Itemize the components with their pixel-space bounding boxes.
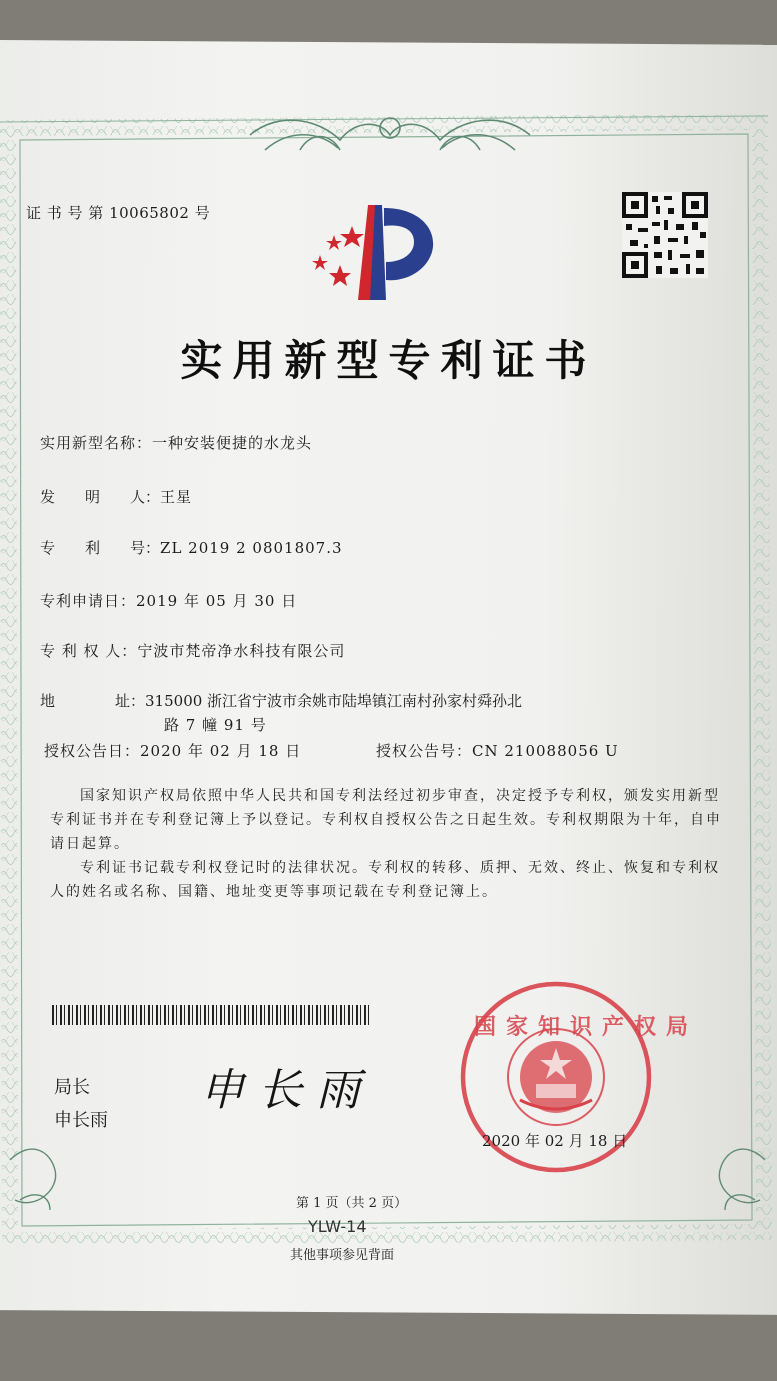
patent-number-row <box>40 537 343 558</box>
certificate-paper <box>0 40 777 1315</box>
inventor-label: 发 明 人： <box>40 488 161 506</box>
apply-date-row <box>40 590 297 611</box>
address-line-1: 315000 浙江省宁波市余姚市陆埠镇江南村孙家村舜孙北 <box>145 692 523 710</box>
grant-date-row <box>44 740 301 761</box>
address-line-2: 路 7 幢 91 号 <box>164 716 267 734</box>
grant-number-value: CN 210088056 U <box>472 742 619 760</box>
page-number: 第 1 页（共 2 页） <box>296 1196 408 1211</box>
holder-row <box>40 640 345 661</box>
paragraph-1: 国家知识产权局依照中华人民共和国专利法经过初步审查，决定授予专利权，颁发实用新型专利证书并在专利登记簿上予以登记。专利权自授权公告之日起生效。专利权期限为十年，自申请日起算。 <box>50 788 722 852</box>
handwritten-signature: 申长雨 <box>200 1065 374 1116</box>
patent-number-label: 专 利 号： <box>40 539 161 557</box>
signature-name: 申长雨 <box>54 1110 108 1131</box>
apply-date-label: 专利申请日： <box>40 592 137 610</box>
address-label: 地 址： <box>40 692 146 710</box>
address-row <box>40 690 522 711</box>
footer-note: 其他事项参见背面 <box>290 1248 395 1263</box>
paragraph-2: 专利证书记载专利权登记时的法律状况。专利权的转移、质押、无效、终止、恢复和专利权人的姓名或名称、国籍、地址变更等事项记载在专利登记簿上。 <box>50 860 720 900</box>
grant-date-value: 2020 年 02 月 18 日 <box>140 742 302 760</box>
name-label: 实用新型名称： <box>40 434 153 452</box>
name-value: 一种安装便捷的水龙头 <box>152 434 313 452</box>
page-title: 实用新型专利证书 <box>180 336 597 385</box>
grant-number-label: 授权公告号： <box>376 742 473 760</box>
patent-number-value: ZL 2019 2 0801807.3 <box>160 539 343 557</box>
inventor-row <box>40 486 192 507</box>
grant-date-label: 授权公告日： <box>44 742 141 760</box>
holder-value: 宁波市梵帝净水科技有限公司 <box>137 642 346 660</box>
holder-label: 专 利 权 人： <box>40 642 138 660</box>
grant-number-row <box>376 740 619 761</box>
signature-role: 局长 <box>54 1077 90 1098</box>
certificate-number: 证 书 号 第 10065802 号 <box>26 204 211 222</box>
inventor-value: 王星 <box>160 488 193 506</box>
name-row <box>40 432 312 453</box>
barcode <box>52 1005 372 1025</box>
apply-date-value: 2019 年 05 月 30 日 <box>136 592 298 610</box>
seal-text: 国家知识产权局 <box>474 1014 699 1040</box>
seal-date: 2020 年 02 月 18 日 <box>482 1132 628 1150</box>
handwritten-tag: YLW-14 <box>308 1217 367 1236</box>
